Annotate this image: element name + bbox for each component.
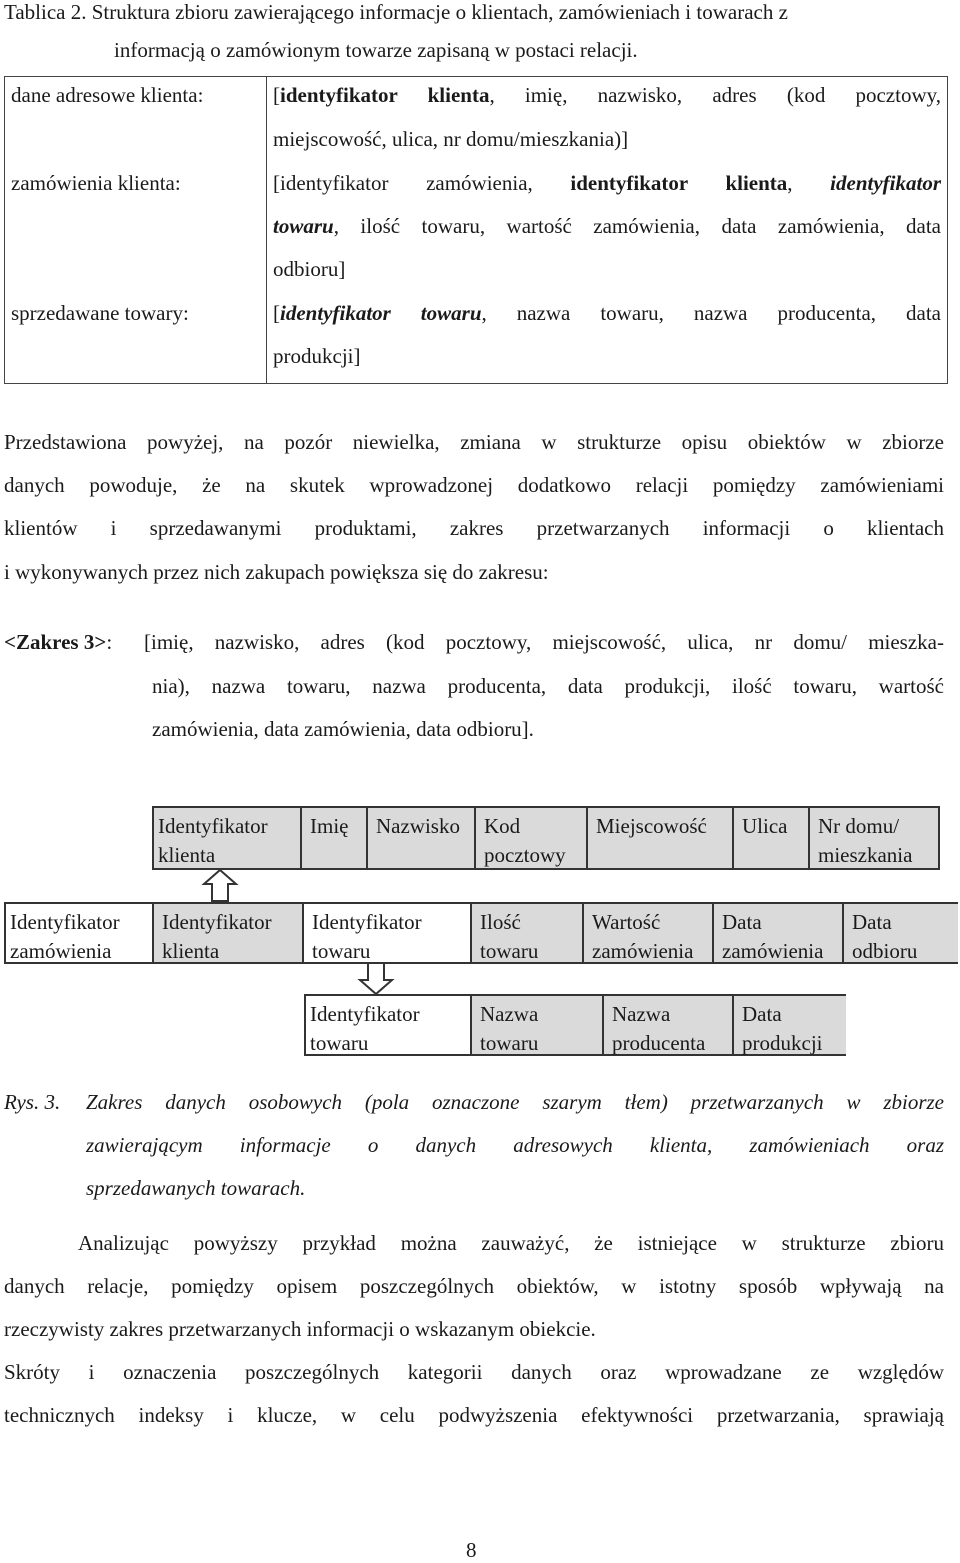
- relation-products-line-1: [identyfikator towaru, nazwa towaru, nazwa producenta, data: [273, 301, 941, 325]
- page-number: 8: [466, 1538, 477, 1562]
- diagram-row-products: [304, 994, 846, 1056]
- paragraph-1: [4, 430, 944, 455]
- diagram-cell-product-id: Identyfikator towaru: [310, 1002, 420, 1055]
- relation-label-orders: zamówienia klienta:: [11, 171, 181, 195]
- diagram-cell-data-produkcji: Data produkcji: [732, 996, 846, 1054]
- diagram-cell-nr-domu: Nr domu/ mieszkania: [808, 808, 810, 868]
- down-arrow-icon: [356, 962, 396, 996]
- paragraph-1-line-3: klientów i sprzedawanymi produktami, zakres przetwarzanych informacji o klientach: [4, 516, 944, 540]
- diagram-cell-order-client-id: Identyfikator klienta: [152, 904, 302, 962]
- diagram-row-orders: [4, 902, 958, 964]
- relation-orders-line-1: [identyfikator zamówienia, identyfikator klienta, identyfikator: [273, 171, 941, 195]
- diagram-cell-data-odbioru: Data odbioru: [842, 904, 958, 962]
- table-caption-line-2: informacją o zamówionym towarze zapisaną w postaci relacji.: [114, 38, 638, 62]
- diagram-cell-imie: Imię: [300, 808, 302, 868]
- relation-address-line-2: miejscowość, ulica, nr domu/mieszkania)]: [273, 127, 629, 151]
- diagram-cell-order-product-id: Identyfikator towaru: [302, 904, 304, 962]
- table-caption-line-1: Tablica 2. Struktura zbioru zawierającego informacje o klientach, zamówieniach i towarach z: [4, 0, 788, 24]
- paragraph-3-line-2: technicznych indeksy i klucze, w celu podwyższenia efektywności przetwarzania, sprawiają: [4, 1403, 944, 1427]
- paragraph-1-line-1: Przedstawiona powyżej, na pozór niewielka, zmiana w strukturze opisu obiektów w zbiorze: [4, 430, 944, 454]
- zakres-line-3: zamówienia, data zamówienia, data odbioru].: [152, 717, 534, 741]
- relation-orders-line-2: towaru, ilość towaru, wartość zamówienia, data zamówienia, data: [273, 214, 941, 238]
- diagram-cell-wartosc-zamowienia: Wartość zamówienia: [582, 904, 712, 962]
- diagram-cell-order-id: Identyfikator zamówienia: [10, 910, 120, 963]
- relation-address-line-1: [identyfikator klienta, imię, nazwisko, adres (kod pocztowy,: [273, 83, 942, 107]
- diagram-cell-miejscowosc: Miejscowość: [586, 808, 588, 868]
- up-arrow-icon: [200, 868, 240, 902]
- diagram-row-client-address: [152, 806, 940, 870]
- figure-caption-line-1: Zakres danych osobowych (pola oznaczone szarym tłem) przetwarzanych w zbiorze: [86, 1090, 944, 1114]
- paragraph-1-row-3: [4, 516, 944, 541]
- relations-table: [4, 76, 948, 384]
- zakres-line-1: [imię, nazwisko, adres (kod pocztowy, miejscowość, ulica, nr domu/ mieszka-: [144, 630, 944, 654]
- diagram-cell-ilosc-towaru: Ilość towaru: [470, 904, 582, 962]
- paragraph-1-row-2: [4, 473, 944, 498]
- diagram-cell-nazwa-producenta: Nazwa producenta: [602, 996, 734, 1054]
- diagram-cell-ulica: Ulica: [732, 808, 734, 868]
- relation-label-address: dane adresowe klienta:: [11, 83, 204, 107]
- figure-caption-line-3: sprzedawanych towarach.: [86, 1176, 306, 1200]
- zakres-line-2: nia), nazwa towaru, nazwa producenta, data produkcji, ilość towaru, wartość: [152, 674, 944, 698]
- figure-caption-line-2: zawierającym informacje o danych adresowych klienta, zamówieniach oraz: [86, 1133, 944, 1157]
- paragraph-2-line-3: rzeczywisty zakres przetwarzanych informacji o wskazanym obiekcie.: [4, 1317, 596, 1341]
- paragraph-2-line-2: danych relacje, pomiędzy opisem poszczególnych obiektów, w istotny sposób wpływają na: [4, 1274, 944, 1298]
- zakres-label: <Zakres 3>:: [4, 630, 113, 654]
- paragraph-1-line-4: i wykonywanych przez nich zakupach powiększa się do zakresu:: [4, 560, 549, 584]
- figure-caption-prefix: Rys. 3.: [4, 1090, 61, 1114]
- diagram-cell-nazwa-towaru: Nazwa towaru: [470, 996, 604, 1054]
- diagram-cell-client-id: Identyfikator klienta: [158, 814, 268, 867]
- paragraph-1-line-2: danych powoduje, że na skutek wprowadzonej dodatkowo relacji pomiędzy zamówieniami: [4, 473, 944, 497]
- paragraph-2-line-1: Analizując powyższy przykład można zauważyć, że istniejące w strukturze zbioru: [78, 1231, 944, 1255]
- diagram-cell-nazwisko: Nazwisko: [366, 808, 368, 868]
- diagram-cell-data-zamowienia: Data zamówienia: [712, 904, 842, 962]
- diagram-cell-kod-pocztowy: Kod pocztowy: [474, 808, 476, 868]
- relation-label-products: sprzedawane towary:: [11, 301, 189, 325]
- paragraph-3-line-1: Skróty i oznaczenia poszczególnych kategorii danych oraz wprowadzane ze względów: [4, 1360, 944, 1384]
- relation-orders-line-3: odbioru]: [273, 257, 346, 281]
- table-divider: [266, 77, 267, 383]
- relation-products-line-2: produkcji]: [273, 344, 361, 368]
